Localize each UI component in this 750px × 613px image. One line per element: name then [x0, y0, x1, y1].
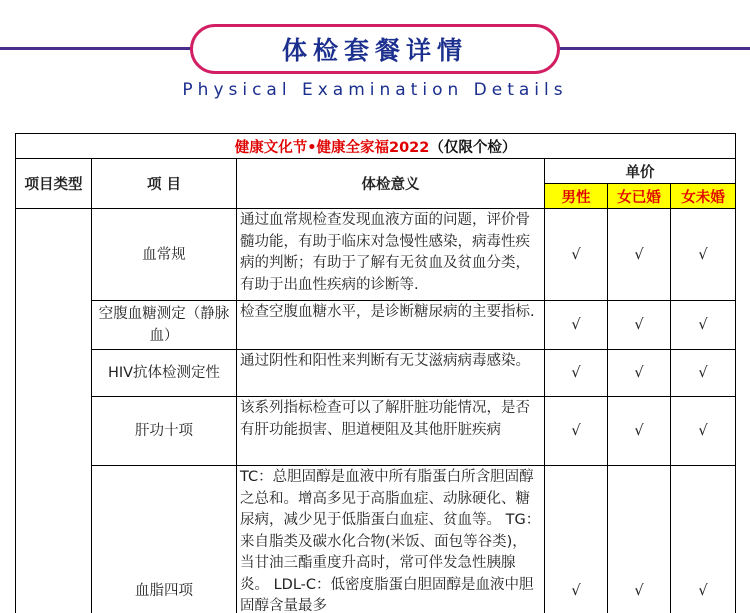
item-name: 空腹血糖测定（静脉血）	[92, 301, 237, 350]
check-female-married: √	[608, 397, 671, 466]
table-row	[16, 466, 736, 613]
package-title	[16, 134, 736, 159]
header-female-unmarried: 女未婚	[671, 184, 736, 209]
table-row	[16, 209, 736, 301]
table-row	[16, 397, 736, 466]
table-row	[16, 301, 736, 350]
item-meaning: 检查空腹血糖水平，是诊断糖尿病的主要指标.	[237, 301, 545, 350]
item-name: 肝功十项	[92, 397, 237, 466]
header-female-married: 女已婚	[608, 184, 671, 209]
item-name: 血常规	[92, 209, 237, 301]
check-male: √	[545, 397, 608, 466]
item-name: HIV抗体检测定性	[92, 350, 237, 397]
header-male: 男性	[545, 184, 608, 209]
page-title: 体检套餐详情	[281, 36, 468, 65]
category-cell	[16, 209, 92, 613]
check-female-unmarried: √	[671, 209, 736, 301]
check-female-unmarried: √	[671, 466, 736, 613]
item-meaning: 该系列指标检查可以了解肝脏功能情况，是否有肝功能损害、胆道梗阻及其他肝脏疾病	[237, 397, 545, 466]
page-subtitle: Physical Examination Details	[182, 80, 568, 100]
header-price: 单价	[545, 159, 736, 184]
banner-line-left	[0, 47, 200, 50]
header-row	[16, 159, 736, 184]
title-pill	[190, 24, 560, 74]
item-meaning: 通过血常规检查发现血液方面的问题，评价骨髓功能，有助于临床对急慢性感染，病毒性疾病的判断；有助于了解有无贫血及贫血分类，有助于出血性疾病的诊断等.	[237, 209, 545, 301]
check-male: √	[545, 209, 608, 301]
item-meaning: 通过阴性和阳性来判断有无艾滋病病毒感染。	[237, 350, 545, 397]
check-female-unmarried: √	[671, 397, 736, 466]
check-female-unmarried: √	[671, 350, 736, 397]
package-title-note: （仅限个检）	[429, 139, 517, 156]
table-row	[16, 350, 736, 397]
check-female-married: √	[608, 301, 671, 350]
header-meaning: 体检意义	[237, 159, 545, 209]
check-male: √	[545, 466, 608, 613]
package-title-row	[16, 134, 736, 159]
check-female-married: √	[608, 466, 671, 613]
check-female-unmarried: √	[671, 301, 736, 350]
check-female-married: √	[608, 350, 671, 397]
package-title-name: 健康文化节•健康全家福2022	[234, 139, 430, 156]
check-male: √	[545, 301, 608, 350]
exam-details-table	[15, 133, 736, 613]
check-female-married: √	[608, 209, 671, 301]
header-type: 项目类型	[16, 159, 92, 209]
item-name: 血脂四项	[92, 466, 237, 613]
check-male: √	[545, 350, 608, 397]
header-item: 项 目	[92, 159, 237, 209]
item-meaning: TC：总胆固醇是血液中所有脂蛋白所含胆固醇之总和。增高多见于高脂血症、动脉硬化、糖尿病，减少见于低脂蛋白血症、贫血等。 TG：来自脂类及碳水化合物(米饭、面包等谷类)，当甘油三酯重度升高时，常可伴发急性胰腺炎。 LDL-C：低密度脂蛋白胆固醇是血液中胆固醇含量最多	[237, 466, 545, 613]
banner-line-right	[555, 47, 750, 50]
page-banner	[0, 0, 750, 110]
